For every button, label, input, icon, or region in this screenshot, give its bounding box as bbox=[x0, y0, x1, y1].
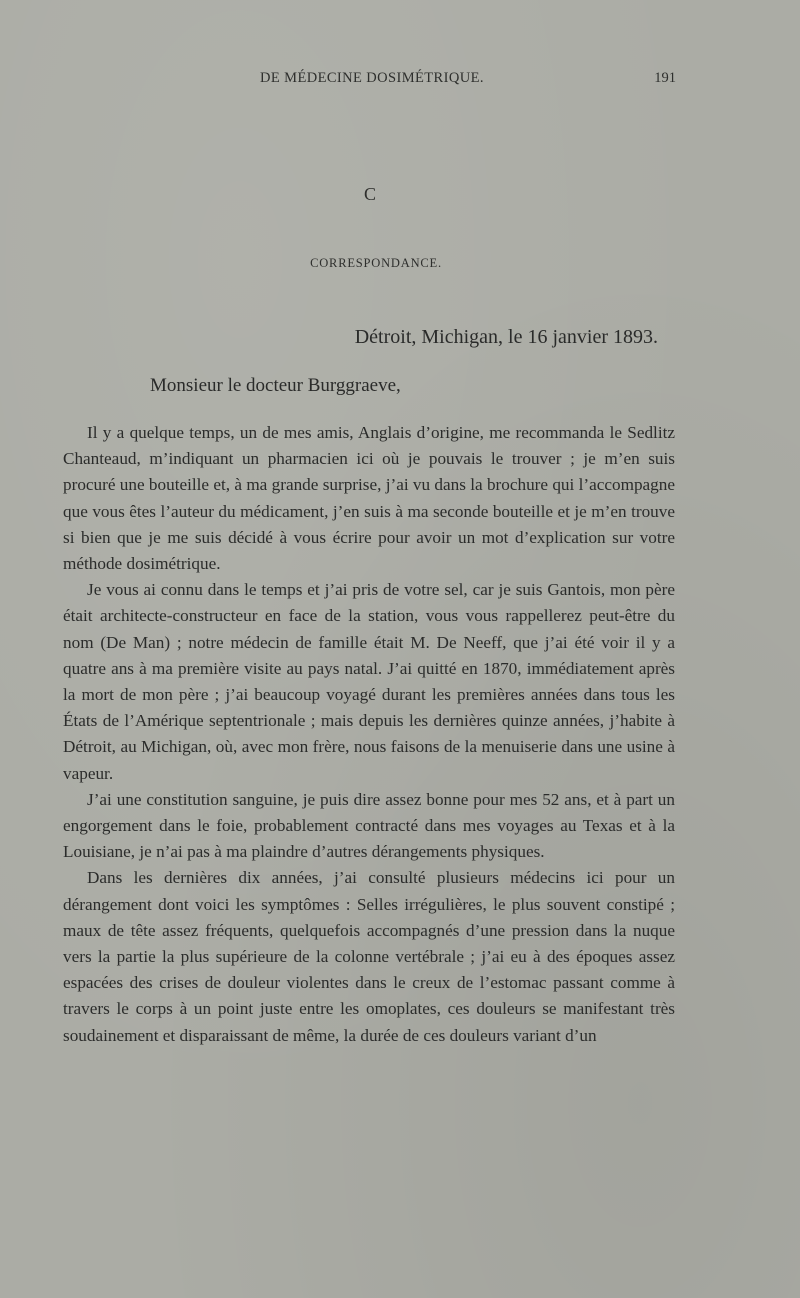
section-letter: C bbox=[363, 184, 376, 204]
letter-body bbox=[63, 420, 675, 1049]
paragraph-2: Je vous ai connu dans le temps et j’ai pris de votre sel, car je suis Gantois, mon père était architecte-constructeur en face de la station, vous vous rappellerez peut-être du nom (De Man) ; notre médecin de famille était M. De Neeff, que j’ai été voir il y a quatre ans à ma première visite au pays natal. J’ai quitté en 1870, immédiatement après la mort de mon père ; j’ai beaucoup voyagé durant les premières années dans tous les États de l’Amérique septentrionale ; mais depuis les dernières quinze années, j’habite à Détroit, au Michigan, où, avec mon frère, nous faisons de la menuiserie dans une usine à vapeur. bbox=[63, 580, 675, 783]
paragraph-4: Dans les dernières dix années, j’ai consulté plusieurs médecins ici pour un dérangement dont voici les symptômes : Selles irrégulières, le plus souvent constipé ; maux de tête assez fréquents, quelquefois accompagnés d’une pression dans la nuque vers la partie la plus supérieure de la colonne vertébrale ; j’ai eu à des époques assez espacées des crises de douleur violentes dans le creux de l’estomac passant comme à travers le corps à un point juste entre les omoplates, ces douleurs se manifestant très soudainement et disparaissant de même, la durée de ces douleurs variant d’un bbox=[63, 868, 675, 1045]
letter-dateline: Détroit, Michigan, le 16 janvier 1893. bbox=[354, 326, 658, 348]
page-number: 191 bbox=[654, 70, 676, 86]
running-title: DE MÉDECINE DOSIMÉTRIQUE. bbox=[260, 70, 484, 86]
paragraph-1: Il y a quelque temps, un de mes amis, Anglais d’origine, me recommanda le Sedlitz Chanteaud, m’indiquant un pharmacien ici où je pouvais le trouver ; je m’en suis procuré une bouteille et, à ma grande surprise, j’ai vu dans la brochure qui l’accompagne que vous êtes l’auteur du médicament, j’en suis à ma seconde bouteille et je m’en trouve si bien que je me suis décidé à vous écrire pour avoir un mot d’explication sur votre méthode dosimétrique. bbox=[63, 423, 675, 574]
letter-salutation: Monsieur le docteur Burggraeve, bbox=[150, 375, 401, 396]
paragraph-3: J’ai une constitution sanguine, je puis dire assez bonne pour mes 52 ans, et à part un engorgement dans le foie, probablement contracté dans mes voyages au Texas et à la Louisiane, je n’ai pas à ma plaindre d’autres dérangements physiques. bbox=[63, 789, 675, 862]
section-title: CORRESPONDANCE. bbox=[310, 256, 442, 270]
